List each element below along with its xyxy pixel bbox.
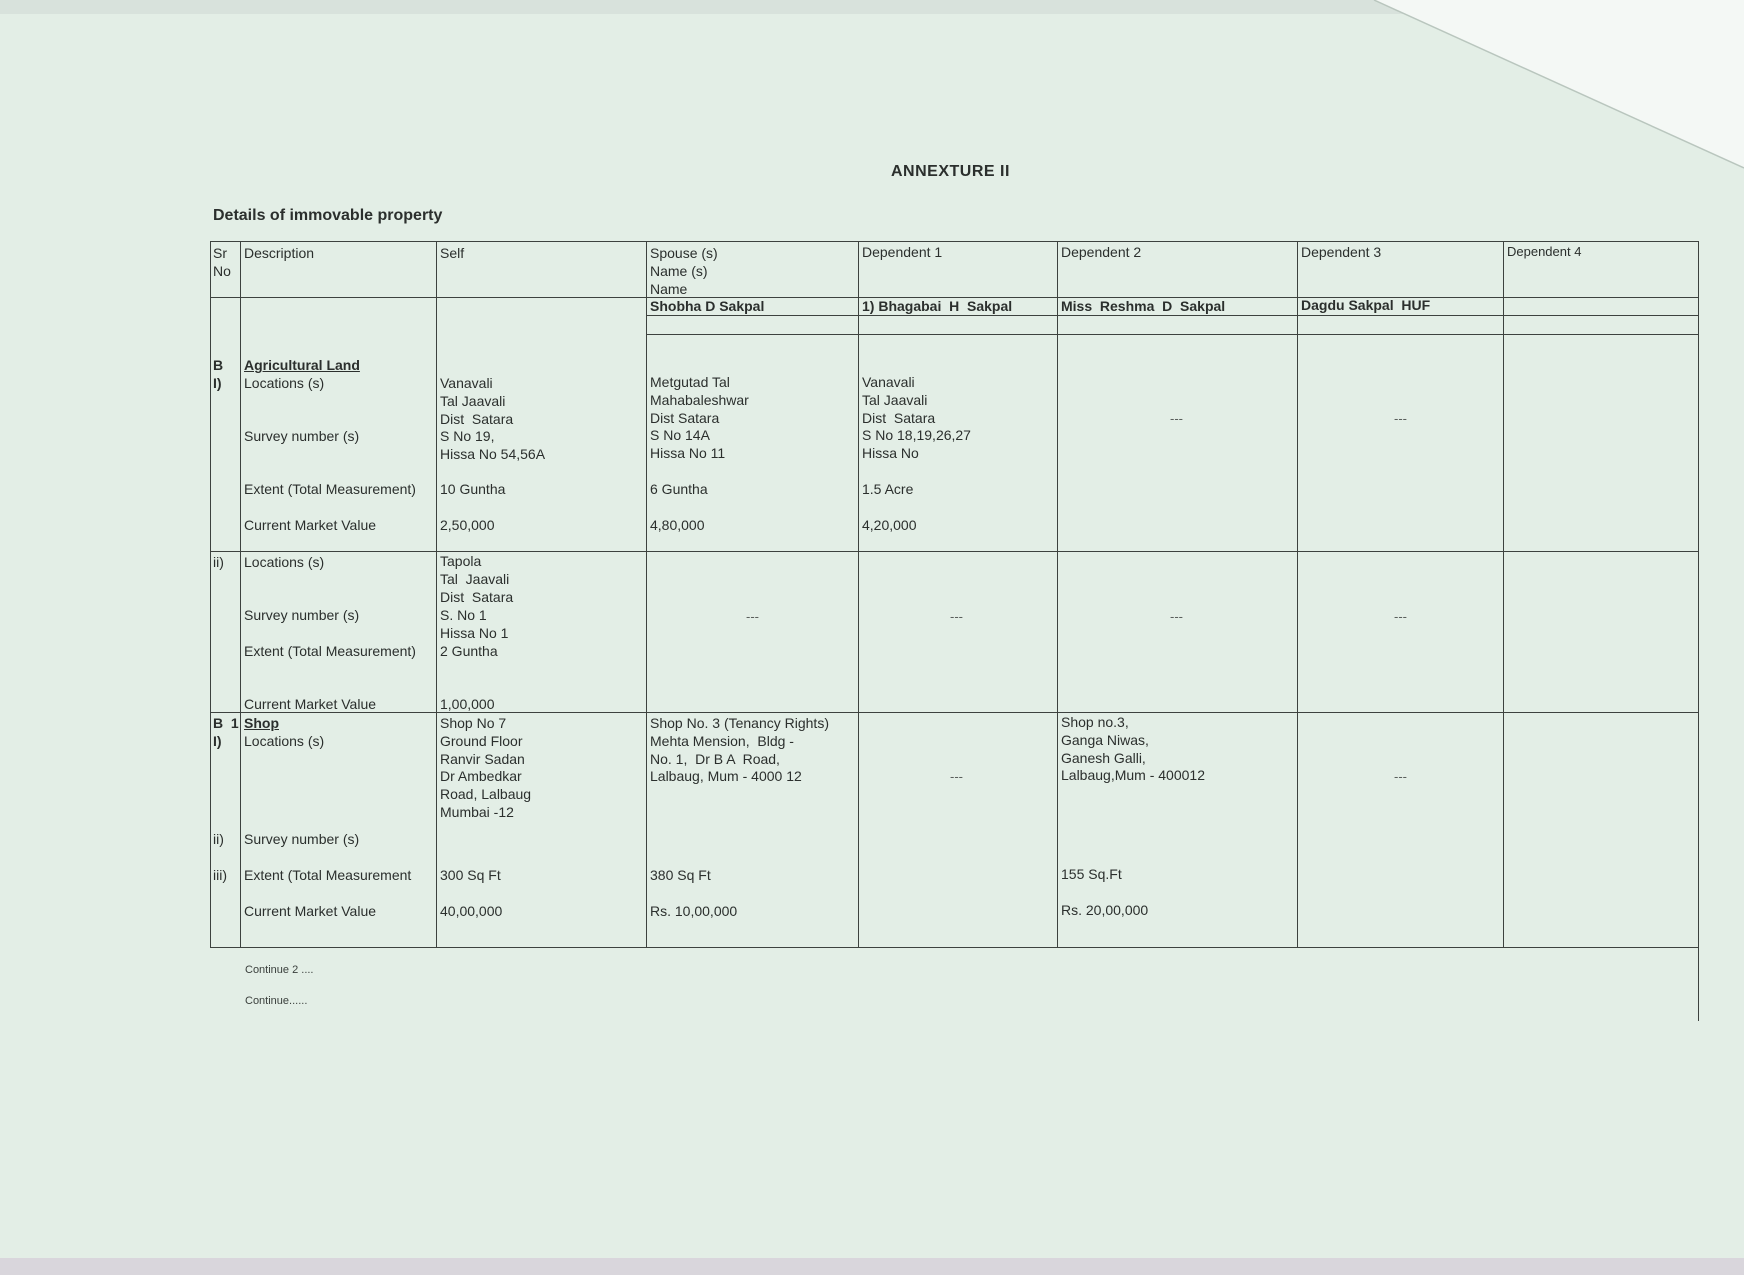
- header-dependent2: Dependent 2: [1061, 244, 1142, 260]
- row-divider-b1-ii: [210, 551, 1698, 552]
- b2-dependent3-empty: ---: [1394, 769, 1407, 784]
- ii-self-value: 1,00,000: [440, 696, 495, 712]
- header-spouse: Spouse (s) Name (s) Name: [650, 245, 718, 297]
- label-b1-value: Current Market Value: [244, 517, 377, 533]
- b2-spouse-value: Rs. 10,00,000: [650, 903, 738, 919]
- col-border-dependent1: [1057, 241, 1058, 948]
- b2-dependent2-locations: Shop no.3, Ganga Niwas, Ganesh Galli, Lalbaug,Mum - 400012: [1061, 714, 1205, 784]
- b1-dependent1-survey: S No 18,19,26,27 Hissa No: [862, 427, 971, 461]
- name-dependent1: 1) Bhagabai H Sakpal: [862, 298, 1013, 314]
- sr-b1: B I): [213, 357, 224, 391]
- heading-shop: Shop: [244, 715, 279, 731]
- label-b1-extent: Extent (Total Measurement): [244, 481, 416, 497]
- b1-self-survey: S No 19, Hissa No 54,56A: [440, 428, 546, 462]
- name-dependent3: Dagdu Sakpal HUF: [1301, 297, 1431, 313]
- header-dependent4: Dependent 4: [1507, 244, 1582, 259]
- b1-dependent2-empty: ---: [1170, 411, 1183, 426]
- heading-agricultural-land: Agricultural Land: [244, 357, 360, 373]
- ii-self-survey: S. No 1 Hissa No 1: [440, 607, 509, 641]
- footer-continue-2: Continue 2 ....: [245, 964, 314, 976]
- b1-self-extent: 10 Guntha: [440, 481, 506, 497]
- row-divider-b2: [210, 712, 1698, 713]
- table-bottom-border: [210, 947, 1698, 948]
- b1-spouse-locations: Metgutad Tal Mahabaleshwar Dist Satara: [650, 374, 749, 426]
- label-ii-value: Current Market Value: [244, 696, 377, 712]
- b2-spouse-extent: 380 Sq Ft: [650, 867, 711, 883]
- col-border-description: [436, 241, 437, 948]
- b1-dependent3-empty: ---: [1394, 411, 1407, 426]
- name-dependent2: Miss Reshma D Sakpal: [1061, 298, 1226, 314]
- b1-dependent1-extent: 1.5 Acre: [862, 481, 914, 497]
- label-b2-extent: Extent (Total Measurement: [244, 867, 412, 883]
- b2-self-extent: 300 Sq Ft: [440, 867, 501, 883]
- ii-spouse-empty: ---: [746, 609, 759, 624]
- header-dependent3: Dependent 3: [1301, 244, 1382, 260]
- document-subtitle: Details of immovable property: [213, 207, 443, 224]
- b1-dependent1-value: 4,20,000: [862, 517, 917, 533]
- sr-b2-ii: ii): [213, 831, 224, 847]
- col-border-sr: [240, 241, 241, 948]
- label-b1-locations: Locations (s): [244, 375, 325, 391]
- label-b1-survey: Survey number (s): [244, 428, 360, 444]
- b2-dependent2-value: Rs. 20,00,000: [1061, 902, 1149, 918]
- page-bottom-edge: [0, 1258, 1744, 1275]
- col-border-spouse: [858, 241, 859, 948]
- label-b2-locations: Locations (s): [244, 733, 325, 749]
- label-ii-locations: Locations (s): [244, 554, 325, 570]
- b2-dependent2-extent: 155 Sq.Ft: [1061, 866, 1122, 882]
- name-spouse: Shobha D Sakpal: [650, 298, 765, 314]
- b1-self-value: 2,50,000: [440, 517, 495, 533]
- b1-spouse-survey: S No 14A Hissa No 11: [650, 427, 726, 461]
- col-border-right: [1698, 241, 1699, 1021]
- col-border-self: [646, 241, 647, 948]
- b2-spouse-locations: Shop No. 3 (Tenancy Rights) Mehta Mension, Bldg - No. 1, Dr B A Road, Lalbaug, Mum - 4000 12: [650, 715, 829, 785]
- b1-spouse-extent: 6 Guntha: [650, 481, 708, 497]
- header-dependent1: Dependent 1: [862, 244, 943, 260]
- col-border-dependent3: [1503, 241, 1504, 948]
- header-description: Description: [244, 245, 315, 261]
- ii-self-locations: Tapola Tal Jaavali Dist Satara: [440, 553, 514, 605]
- blank-row-divider: [646, 334, 1698, 335]
- b1-self-locations: Vanavali Tal Jaavali Dist Satara: [440, 375, 514, 427]
- header-self: Self: [440, 245, 465, 261]
- b2-dependent1-empty: ---: [950, 769, 963, 784]
- label-b2-value: Current Market Value: [244, 903, 377, 919]
- label-ii-extent: Extent (Total Measurement): [244, 643, 416, 659]
- ii-dependent1-empty: ---: [950, 609, 963, 624]
- sr-b1-ii: ii): [213, 554, 224, 570]
- b2-self-locations: Shop No 7 Ground Floor Ranvir Sadan Dr Ambedkar Road, Lalbaug Mumbai -12: [440, 715, 532, 820]
- sr-b2-iii: iii): [213, 867, 227, 883]
- ii-self-extent: 2 Guntha: [440, 643, 498, 659]
- footer-continue: Continue......: [245, 995, 308, 1007]
- document-title: ANNEXTURE II: [891, 163, 1010, 180]
- label-ii-survey: Survey number (s): [244, 607, 360, 623]
- label-b2-survey: Survey number (s): [244, 831, 360, 847]
- col-border-left: [210, 241, 211, 948]
- b1-dependent1-locations: Vanavali Tal Jaavali Dist Satara: [862, 374, 936, 426]
- ii-dependent2-empty: ---: [1170, 609, 1183, 624]
- col-border-dependent2: [1297, 241, 1298, 948]
- b1-spouse-value: 4,80,000: [650, 517, 705, 533]
- sr-b2: B 1 I): [213, 715, 239, 749]
- ii-dependent3-empty: ---: [1394, 609, 1407, 624]
- property-table: [210, 241, 1698, 948]
- header-sr-no: Sr No: [213, 245, 231, 279]
- b2-self-value: 40,00,000: [440, 903, 503, 919]
- table-top-border: [210, 241, 1698, 242]
